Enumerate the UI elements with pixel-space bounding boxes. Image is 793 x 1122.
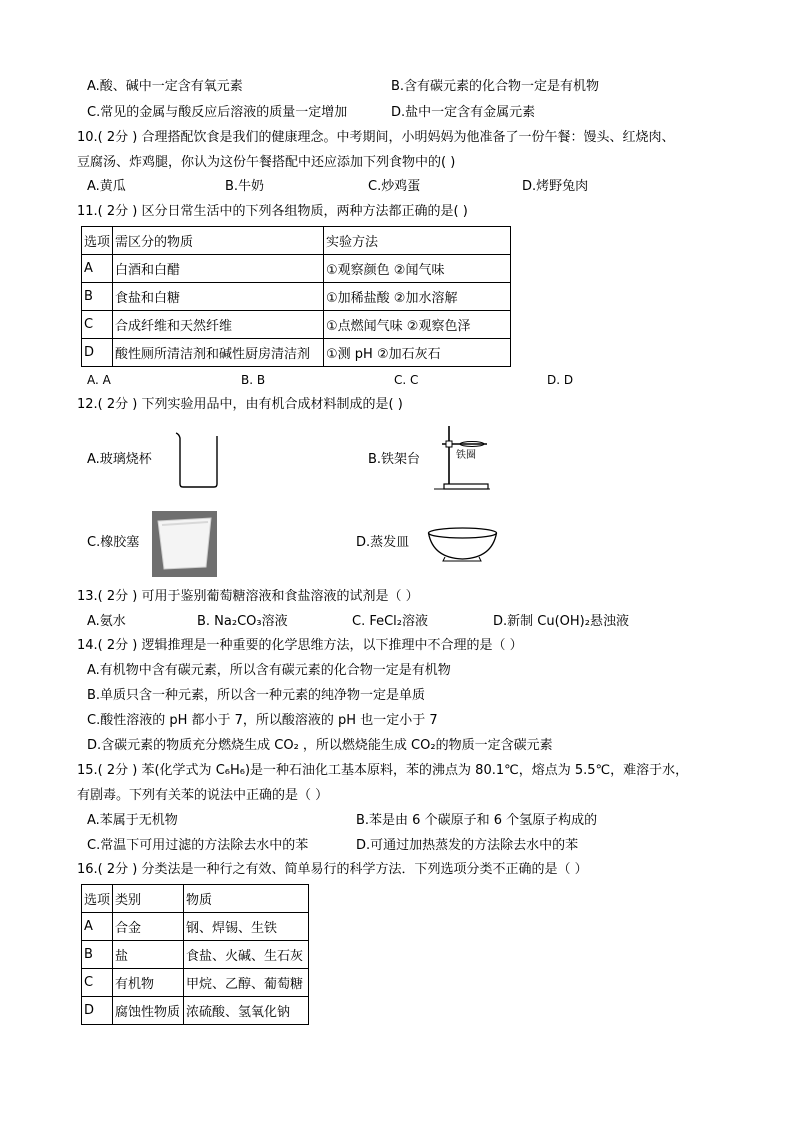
table-cell: 盐: [113, 941, 184, 969]
table-cell: 食盐、火碱、生石灰: [184, 941, 309, 969]
q10-option-d: D.烤野兔肉: [522, 179, 589, 194]
q10-stem-line1: 10.( 2分 ) 合理搭配饮食是我们的健康理念。中考期间，小明妈妈为他准备了一份午餐：馒头、红烧肉、: [77, 130, 675, 145]
q10-option-a: A.黄瓜: [87, 179, 126, 194]
table-cell: B: [82, 941, 113, 969]
table-row: [82, 913, 309, 941]
q11-table: [81, 226, 511, 367]
table-cell: ①点燃闻气味 ②观察色泽: [324, 311, 511, 339]
table-cell: D: [82, 997, 113, 1025]
table-row: [82, 969, 309, 997]
header-cell: 实验方法: [324, 227, 511, 255]
q12-option-c: C.橡胶塞: [87, 535, 140, 550]
q14-stem: 14.( 2分 ) 逻辑推理是一种重要的化学思维方法，以下推理中不合理的是（ ）: [77, 638, 523, 653]
q13-option-a: A.氨水: [87, 614, 126, 629]
q10-option-c: C.炒鸡蛋: [368, 179, 421, 194]
q9-option-c: C.常见的金属与酸反应后溶液的质量一定增加: [87, 105, 348, 120]
table-cell: 合金: [113, 913, 184, 941]
table-cell: 浓硫酸、氢氧化钠: [184, 997, 309, 1025]
glass-beaker-figure: [172, 430, 224, 490]
table-cell: 腐蚀性物质: [113, 997, 184, 1025]
header-cell: 需区分的物质: [113, 227, 324, 255]
table-row: [82, 941, 309, 969]
table-row: [82, 255, 511, 283]
q11-option-a: A. A: [87, 373, 111, 387]
q14-option-b: B.单质只含一种元素，所以含一种元素的纯净物一定是单质: [87, 688, 426, 703]
table-cell: ①加稀盐酸 ②加水溶解: [324, 283, 511, 311]
q12-option-d: D.蒸发皿: [356, 535, 410, 550]
q15-option-c: C.常温下可用过滤的方法除去水中的苯: [87, 838, 309, 853]
q11-option-d: D. D: [547, 373, 574, 387]
rubber-stopper-figure: [152, 511, 217, 577]
table-cell: A: [82, 913, 113, 941]
q13-option-d: D.新制 Cu(OH)₂悬浊液: [493, 614, 629, 629]
table-cell: B: [82, 283, 113, 311]
q14-option-d: D.含碳元素的物质充分燃烧生成 CO₂ ，所以燃烧能生成 CO₂的物质一定含碳元素: [87, 738, 553, 753]
evaporating-dish-figure: [425, 524, 500, 564]
table-row: [82, 283, 511, 311]
header-cell: 类别: [113, 885, 184, 913]
table-cell: A: [82, 255, 113, 283]
q9-option-b: B.含有碳元素的化合物一定是有机物: [391, 79, 600, 94]
table-header-row: [82, 885, 309, 913]
table-cell: 食盐和白糖: [113, 283, 324, 311]
table-header-row: [82, 227, 511, 255]
table-row: [82, 311, 511, 339]
q13-stem: 13.( 2分 ) 可用于鉴别葡萄糖溶液和食盐溶液的试剂是（ ）: [77, 589, 419, 604]
q14-option-c: C.酸性溶液的 pH 都小于 7，所以酸溶液的 pH 也一定小于 7: [87, 713, 438, 728]
q15-option-d: D.可通过加热蒸发的方法除去水中的苯: [356, 838, 579, 853]
header-cell: 物质: [184, 885, 309, 913]
q13-option-b: B. Na₂CO₃溶液: [197, 614, 288, 629]
iron-ring-label: 铁圈: [456, 450, 476, 461]
q10-stem-line2: 豆腐汤、炸鸡腿，你认为这份午餐搭配中还应添加下列食物中的( ): [77, 155, 456, 170]
q10-option-b: B.牛奶: [225, 179, 265, 194]
table-cell: C: [82, 969, 113, 997]
q16-stem: 16.( 2分 ) 分类法是一种行之有效、简单易行的科学方法．下列选项分类不正确的是（ ）: [77, 862, 588, 877]
q15-stem-line1: 15.( 2分 ) 苯(化学式为 C₆H₆)是一种石油化工基本原料，苯的沸点为 80.1℃，熔点为 5.5℃，难溶于水，: [77, 763, 689, 778]
q12-stem: 12.( 2分 ) 下列实验用品中，由有机合成材料制成的是( ): [77, 397, 403, 412]
q9-option-a: A.酸、碱中一定含有氧元素: [87, 79, 243, 94]
table-cell: D: [82, 339, 113, 367]
table-cell: 酸性厕所清洁剂和碱性厨房清洁剂: [113, 339, 324, 367]
table-cell: 甲烷、乙醇、葡萄糖: [184, 969, 309, 997]
header-cell: 选项: [82, 227, 113, 255]
table-cell: 有机物: [113, 969, 184, 997]
table-cell: 钢、焊锡、生铁: [184, 913, 309, 941]
table-cell: 白酒和白醋: [113, 255, 324, 283]
q11-option-b: B. B: [241, 373, 266, 387]
header-cell: 选项: [82, 885, 113, 913]
table-row: [82, 997, 309, 1025]
q9-option-d: D.盐中一定含有金属元素: [391, 105, 536, 120]
table-row: [82, 339, 511, 367]
q15-option-a: A.苯属于无机物: [87, 813, 178, 828]
q14-option-a: A.有机物中含有碳元素，所以含有碳元素的化合物一定是有机物: [87, 663, 451, 678]
table-cell: 合成纤维和天然纤维: [113, 311, 324, 339]
table-cell: C: [82, 311, 113, 339]
q12-option-b: B.铁架台: [368, 452, 421, 467]
q11-option-c: C. C: [394, 373, 419, 387]
q15-option-b: B.苯是由 6 个碳原子和 6 个氢原子构成的: [356, 813, 598, 828]
q15-stem-line2: 有剧毒。下列有关苯的说法中正确的是（ ）: [77, 788, 329, 803]
q11-stem: 11.( 2分 ) 区分日常生活中的下列各组物质，两种方法都正确的是( ): [77, 204, 468, 219]
table-cell: ①观察颜色 ②闻气味: [324, 255, 511, 283]
table-cell: ①测 pH ②加石灰石: [324, 339, 511, 367]
q16-table: [81, 884, 309, 1025]
q12-option-a: A.玻璃烧杯: [87, 452, 152, 467]
q13-option-c: C. FeCl₂溶液: [352, 614, 429, 629]
